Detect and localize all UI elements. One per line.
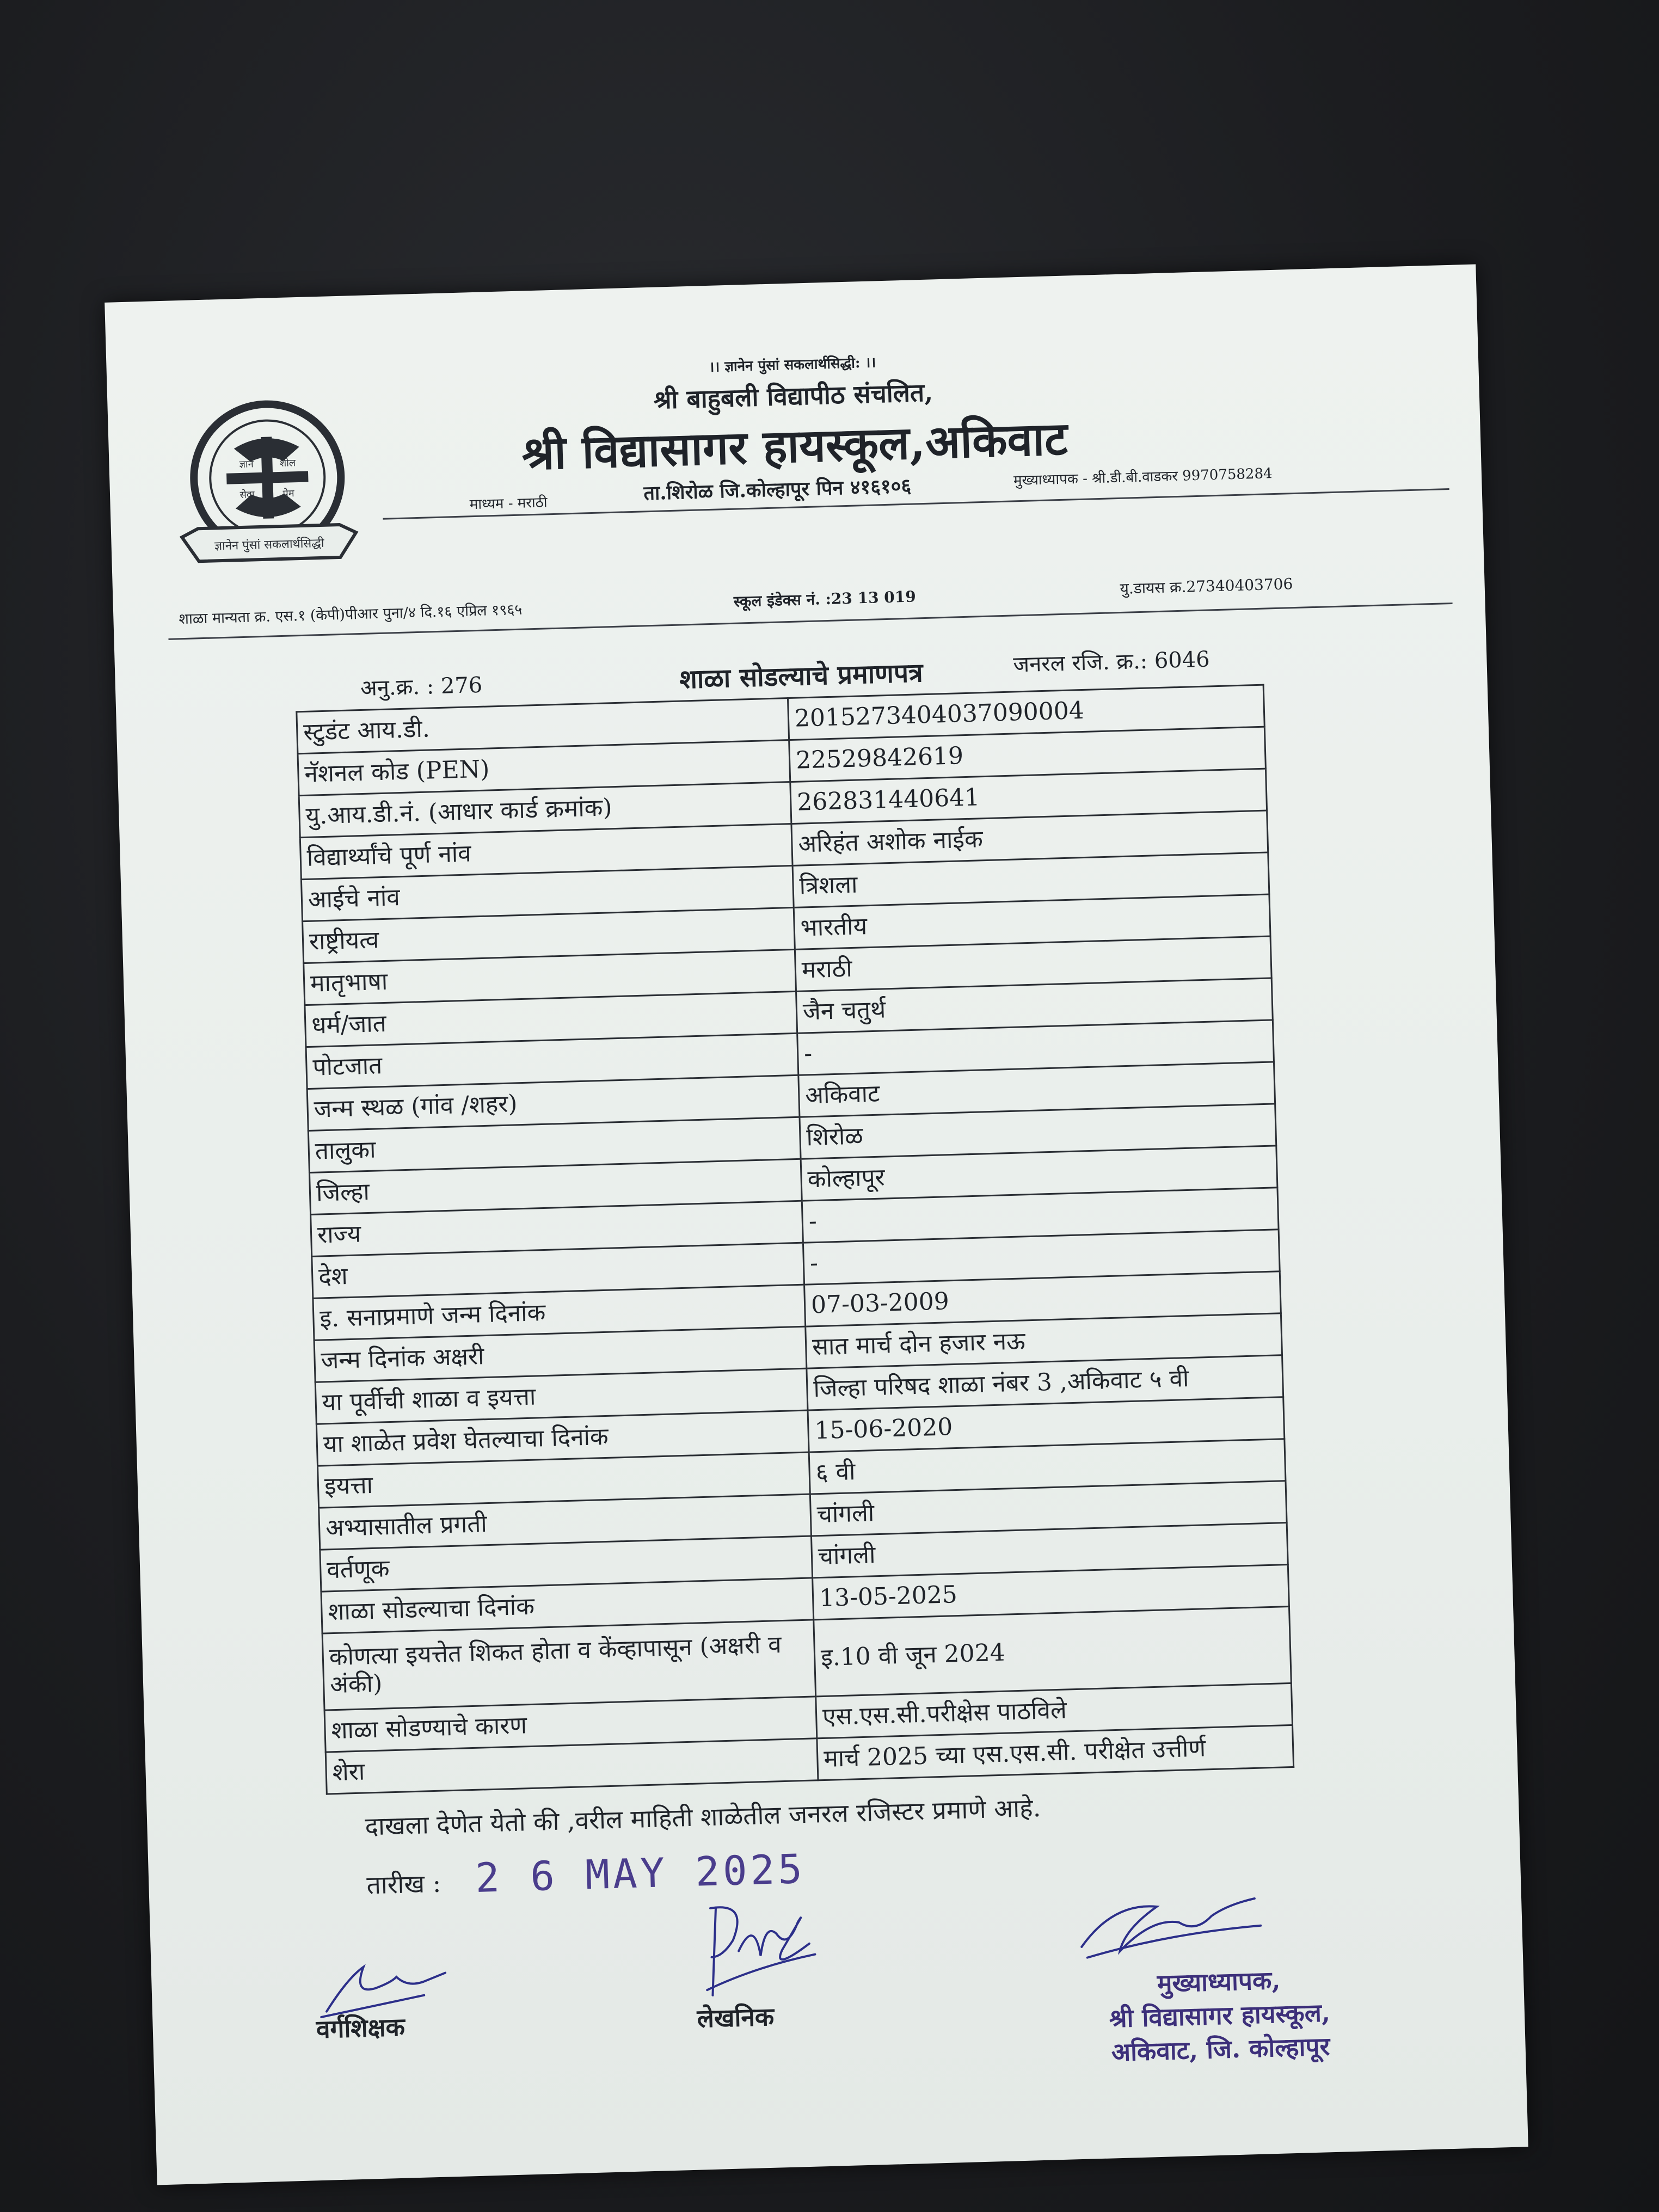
school-name: श्री विद्यासागर हायस्कूल,अकिवाट xyxy=(521,411,1068,481)
row-value: ६ वी xyxy=(809,1439,1286,1494)
row-label: आईचे नांव xyxy=(301,865,794,921)
serial-number: अनु.क्र. : 276 xyxy=(360,672,483,702)
row-value: 2015273404037090004 xyxy=(788,685,1264,740)
row-value: - xyxy=(802,1188,1279,1243)
row-value: शिरोळ xyxy=(800,1104,1276,1159)
row-label: कोणत्या इयत्तेत शिकत होता व केंव्हापासून (अक्षरी व अंकी) xyxy=(322,1620,816,1710)
school-address: ता.शिरोळ जि.कोल्हापूर पिन ४१६१०६ xyxy=(643,474,912,505)
row-label: जिल्हा xyxy=(309,1159,802,1214)
row-label: राष्ट्रीयत्व xyxy=(303,907,795,963)
row-value: त्रिशला xyxy=(792,852,1269,907)
row-label: अभ्यासातील प्रगती xyxy=(319,1494,812,1550)
row-value: अरिहंत अशोक नाईक xyxy=(791,810,1268,865)
row-value: जैन चतुर्थ xyxy=(796,978,1273,1033)
recognition-number: शाळा मान्यता क्र. एस.१ (केपी)पीआर पुना/४ दि.१६ एप्रिल १९६५ xyxy=(179,601,523,628)
logo-q3: सेवा xyxy=(239,489,255,501)
row-value: मराठी xyxy=(795,936,1271,991)
clerk-signature xyxy=(699,1883,822,2012)
row-label: या पूर्वीची शाळा व इयत्ता xyxy=(315,1368,808,1424)
row-label: राज्य xyxy=(311,1201,803,1256)
document-title: शाळा सोडल्याचे प्रमाणपत्र xyxy=(679,658,924,695)
row-label: स्टुडंट आय.डी. xyxy=(297,698,789,754)
row-label: धर्म/जात xyxy=(305,991,797,1047)
logo-q4: प्रेम xyxy=(282,488,294,500)
declaration-text: दाखला देणेत येतो की ,वरील माहिती शाळेतील जनरल रजिस्टर प्रमाणे आहे. xyxy=(364,1792,1041,1841)
row-label: शाळा सोडण्याचे कारण xyxy=(324,1697,817,1752)
row-label: जन्म स्थळ (गांव /शहर) xyxy=(307,1075,800,1130)
row-value: - xyxy=(797,1020,1274,1075)
row-value: 15-06-2020 xyxy=(808,1397,1285,1452)
row-label: नॅशनल कोड (PEN) xyxy=(298,740,790,796)
school-index-number: स्कूल इंडेक्स नं. :23 13 019 xyxy=(733,587,917,611)
row-label: या शाळेत प्रवेश घेतल्याचा दिनांक xyxy=(316,1410,809,1466)
row-value: 22529842619 xyxy=(789,727,1266,782)
row-label: शाळा सोडल्याचा दिनांक xyxy=(321,1578,814,1633)
row-value: अकिवाट xyxy=(798,1062,1275,1117)
row-label: तालुका xyxy=(308,1117,801,1172)
row-value: सात मार्च दोन हजार नऊ xyxy=(806,1313,1282,1368)
clerk-label: लेखनिक xyxy=(696,2001,775,2033)
hm-stamp-line-3: अकिवाट, जि. कोल्हापूर xyxy=(1111,2031,1331,2067)
row-value: चांगली xyxy=(810,1481,1287,1536)
row-label: शेरा xyxy=(325,1738,818,1794)
row-label: विद्यार्थ्यांचे पूर्ण नांव xyxy=(300,824,792,879)
medium-text: माध्यम - मराठी xyxy=(469,494,548,513)
row-value: एस.एस.सी.परीक्षेस पाठविले xyxy=(816,1683,1293,1738)
logo-ribbon-text: ज्ञानेन पुंसां सकलार्थसिद्धी xyxy=(214,536,324,554)
row-value: कोल्हापूर xyxy=(801,1146,1277,1201)
row-value: जिल्हा परिषद शाळा नंबर 3 ,अकिवाट ५ वी xyxy=(807,1355,1283,1410)
principal-contact: मुख्याध्यापक - श्री.डी.बी.वाडकर 9970758284 xyxy=(1013,465,1273,489)
row-value: 07-03-2009 xyxy=(804,1271,1281,1326)
hm-stamp-line-2: श्री विद्यासागर हायस्कूल, xyxy=(1109,1998,1331,2033)
row-value: - xyxy=(803,1230,1280,1285)
udise-number: यु.डायस क्र.27340403706 xyxy=(1120,575,1293,598)
row-value: मार्च 2025 च्या एस.एस.सी. परीक्षेत उत्तीर्ण xyxy=(817,1725,1294,1780)
row-value: 13-05-2025 xyxy=(813,1565,1289,1620)
row-label: वर्तणूक xyxy=(320,1536,813,1592)
sponsoring-trust: श्री बाहुबली विद्यापीठ संचलित, xyxy=(653,377,933,415)
general-register-number: जनरल रजि. क्र.: 6046 xyxy=(1012,647,1211,678)
row-label: देश xyxy=(312,1243,804,1298)
row-label: पोटजात xyxy=(306,1033,798,1089)
row-label: यु.आय.डी.नं. (आधार कार्ड क्रमांक) xyxy=(299,782,791,838)
date-label: तारीख : xyxy=(366,1868,441,1900)
row-label: जन्म दिनांक अक्षरी xyxy=(314,1326,807,1382)
logo-q2: शील xyxy=(279,457,296,469)
row-value: भारतीय xyxy=(794,894,1270,949)
hm-stamp-line-1: मुख्याध्यापक, xyxy=(1157,1965,1281,1999)
row-label: मातृभाषा xyxy=(304,949,796,1005)
student-details-table xyxy=(296,684,1294,1795)
row-value: चांगली xyxy=(811,1523,1288,1578)
row-label: इ. सनाप्रमाणे जन्म दिनांक xyxy=(313,1285,806,1340)
school-motto: ।। ज्ञानेन पुंसां सकलार्थसिद्धी: ।। xyxy=(709,354,876,376)
row-value: 262831440641 xyxy=(790,769,1267,824)
class-teacher-label: वर्गशिक्षक xyxy=(316,2012,405,2044)
row-label: इयत्ता xyxy=(318,1452,810,1508)
logo-q1: ज्ञान xyxy=(239,458,254,471)
headmaster-signature xyxy=(1069,1882,1267,1974)
row-value: इ.10 वी जून 2024 xyxy=(814,1607,1292,1697)
certificate-paper xyxy=(105,264,1528,2185)
date-stamp: 2 6 MAY 2025 xyxy=(475,1846,806,1902)
headmaster-stamp xyxy=(1022,1959,1417,2072)
